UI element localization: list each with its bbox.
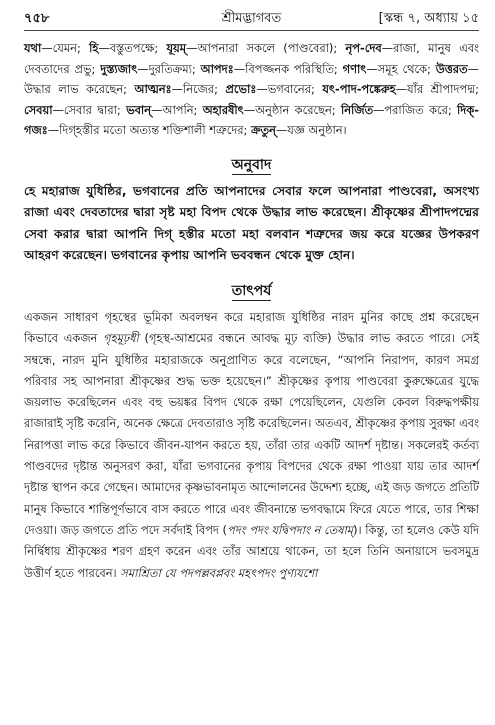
text-run: —বিপজ্জনক পরিস্থিতি; xyxy=(233,61,343,76)
italic-phrase: সমাশ্রিতা যে পদপল্লবপ্লবং মহৎপদং পুণ্যযশো xyxy=(120,565,318,580)
word-for-word-synonyms xyxy=(24,38,479,141)
text-run: —বস্তুতপক্ষে; xyxy=(98,41,167,55)
text-run: —অনুষ্ঠান করেছেন; xyxy=(243,102,341,117)
sanskrit-term: আত্মনঃ xyxy=(134,82,172,97)
text-run: —যজ্ঞ অনুষ্ঠান। xyxy=(275,123,347,138)
italic-phrase: গৃহমূঢ়ধী xyxy=(103,331,139,346)
text-run: —রাজা, মানুষ এবং দেবতাদের প্রভু; xyxy=(24,41,479,76)
text-run: —দুরতিক্রম্য; xyxy=(137,61,201,76)
sanskrit-term: গণাৎ xyxy=(342,61,367,76)
purport-text xyxy=(24,307,479,584)
chapter-reference: [স্কন্ধ ৭, অধ্যায় ১৫ xyxy=(378,10,479,26)
text-run: —আপনি; xyxy=(151,102,203,117)
translation-text: হে মহারাজ যুধিষ্ঠির, ভগবানের প্রতি আপনাদের সেবার ফলে আপনারা পাণ্ডবেরা, অসংখ্য রাজা এবং দেবতাদের দ্বারা সৃষ্ট মহা বিপদ থেকে উদ্ধার লাভ করেছেন। শ্রীকৃষ্ণের শ্রীপাদপদ্মের সেবা করার দ্বারা আপনি দিগ্‌ হস্তীর মতো মহা বলবান শত্রুদের জয় করে যজ্ঞের উপকরণ আহরণ করেছেন। ভগবানের কৃপায় আপনি ভববন্ধন থেকে মুক্ত হোন। xyxy=(24,183,480,263)
sanskrit-term: যূয়ম্ xyxy=(166,41,187,55)
text-run: —আপনারা সকলে (পাণ্ডবেরা); xyxy=(186,41,346,55)
text-run: —দিগ্‌হস্তীর মতো অত্যন্ত শক্তিশালী শত্রুদের; xyxy=(47,123,252,138)
text-run: —নিজের; xyxy=(171,82,226,97)
text-run: )। কিন্তু, তা হলেও কেউ যদি নির্দ্বিধায় শ্রীকৃষ্ণের শরণ গ্রহণ করেন এবং তাঁর আশ্রয়ে থাকেন, তা হলে তিনি অনায়াসে ভবসমুদ্র উত্তীর্ণ হতে পারবেন। xyxy=(24,522,479,580)
text-run: একজন সাধারণ গৃহস্থের ভূমিকা অবলম্বন করে মহারাজ যুধিষ্ঠির নারদ মুনির কাছে প্রশ্ন করেছেন কিভাবে একজন xyxy=(24,309,479,346)
text-run: —যাঁর শ্রীপাদপদ্ম; xyxy=(395,82,479,97)
book-title: শ্রীমদ্ভাগবত xyxy=(221,10,282,26)
page-content xyxy=(24,38,479,584)
purport-heading-text: তাৎপর্য xyxy=(231,282,272,299)
italic-phrase: পদং পদং যদ্বিপদাং ন তেষাম্ xyxy=(226,522,354,537)
text-run: —ভগবানের; xyxy=(256,82,323,97)
sanskrit-term: দুস্ত্যজাৎ xyxy=(100,61,138,76)
sanskrit-term: নির্জিত xyxy=(340,102,374,117)
page-header xyxy=(24,8,479,31)
sanskrit-term: ক্রতুন্ xyxy=(251,123,276,138)
page-number: ৭৫৮ xyxy=(24,10,50,26)
translation-heading-text: অনুবাদ xyxy=(231,156,272,173)
sanskrit-term: উত্তরত xyxy=(435,61,468,76)
sanskrit-term: যৎ-পাদ-পঙ্কেরুহ xyxy=(322,82,396,97)
sanskrit-term: অহারষীৎ xyxy=(202,102,244,117)
text-run: —পরাজিত করে; xyxy=(373,102,458,117)
sanskrit-term: আপদঃ xyxy=(200,61,234,76)
text-run: —উদ্ধার লাভ করেছেন; xyxy=(24,61,479,97)
sanskrit-term: দিক্-গজঃ xyxy=(24,102,479,138)
text-run: —যেমন; xyxy=(41,41,90,55)
text-run: (গৃহস্থ-আশ্রমের বন্ধনে আবদ্ধ মূঢ় ব্যক্তি) উদ্ধার লাভ করতে পারে। সেই সম্বন্ধে, নারদ মুনি যুধিষ্ঠির মহারাজকে অনুপ্রাণিত করে বলেছেন, “আপনি নিরাপদ, কারণ সমগ্র পরিবার সহ আপনারা শ্রীকৃষ্ণের শুদ্ধ ভক্ত হয়েছেন।” শ্রীকৃষ্ণের কৃপায় পাণ্ডবেরা কুরুক্ষেত্রের যুদ্ধে জয়লাভ করেছিলেন এবং বহু ভয়ঙ্কর বিপদ থেকে রক্ষা পেয়েছিলেন, যেগুলি কেবল বিরুদ্ধপক্ষীয় রাজারাই সৃষ্টি করেনি, অনেক ক্ষেত্রে দেবতারাও সৃষ্টি করেছিলেন। অতএব, শ্রীকৃষ্ণের কৃপায় সুরক্ষা এবং নিরাপত্তা লাভ করে কিভাবে জীবন-যাপন করতে হয়, তাঁরা তার একটি আদর্শ দৃষ্টান্ত। সকলেরই কর্তব্য পাণ্ডবদের দৃষ্টান্ত অনুসরণ করা, যাঁরা ভগবানের কৃপায় বিপদের থেকে রক্ষা পাওয়া যায় তার আদর্শ দৃষ্টান্ত স্থাপন করে গেছেন। আমাদের কৃষ্ণভাবনামৃত আন্দোলনের উদ্দেশ্য হচ্ছে, এই জড় জগতে প্রতিটি মানুষ কিভাবে শান্তিপূর্ণভাবে বাস করতে পারে এবং জীবনান্তে ভগবদ্ধামে ফিরে যেতে পারে, তার শিক্ষা দেওয়া। জড় জগতে প্রতি পদে সর্বদাই বিপদ ( xyxy=(24,331,479,537)
sanskrit-term: যথা xyxy=(24,41,42,55)
text-run: —সেবার দ্বারা; xyxy=(52,102,127,117)
sanskrit-term: হি xyxy=(89,41,99,55)
sanskrit-term: ভবান্ xyxy=(126,102,152,117)
sanskrit-term: নৃপ-দেব xyxy=(345,41,382,55)
sanskrit-term: সেবয়া xyxy=(24,102,53,117)
text-run: —সমূহ থেকে; xyxy=(366,61,436,76)
sanskrit-term: প্রভোঃ xyxy=(225,82,257,97)
purport-heading xyxy=(24,281,479,301)
translation-heading xyxy=(24,155,479,175)
